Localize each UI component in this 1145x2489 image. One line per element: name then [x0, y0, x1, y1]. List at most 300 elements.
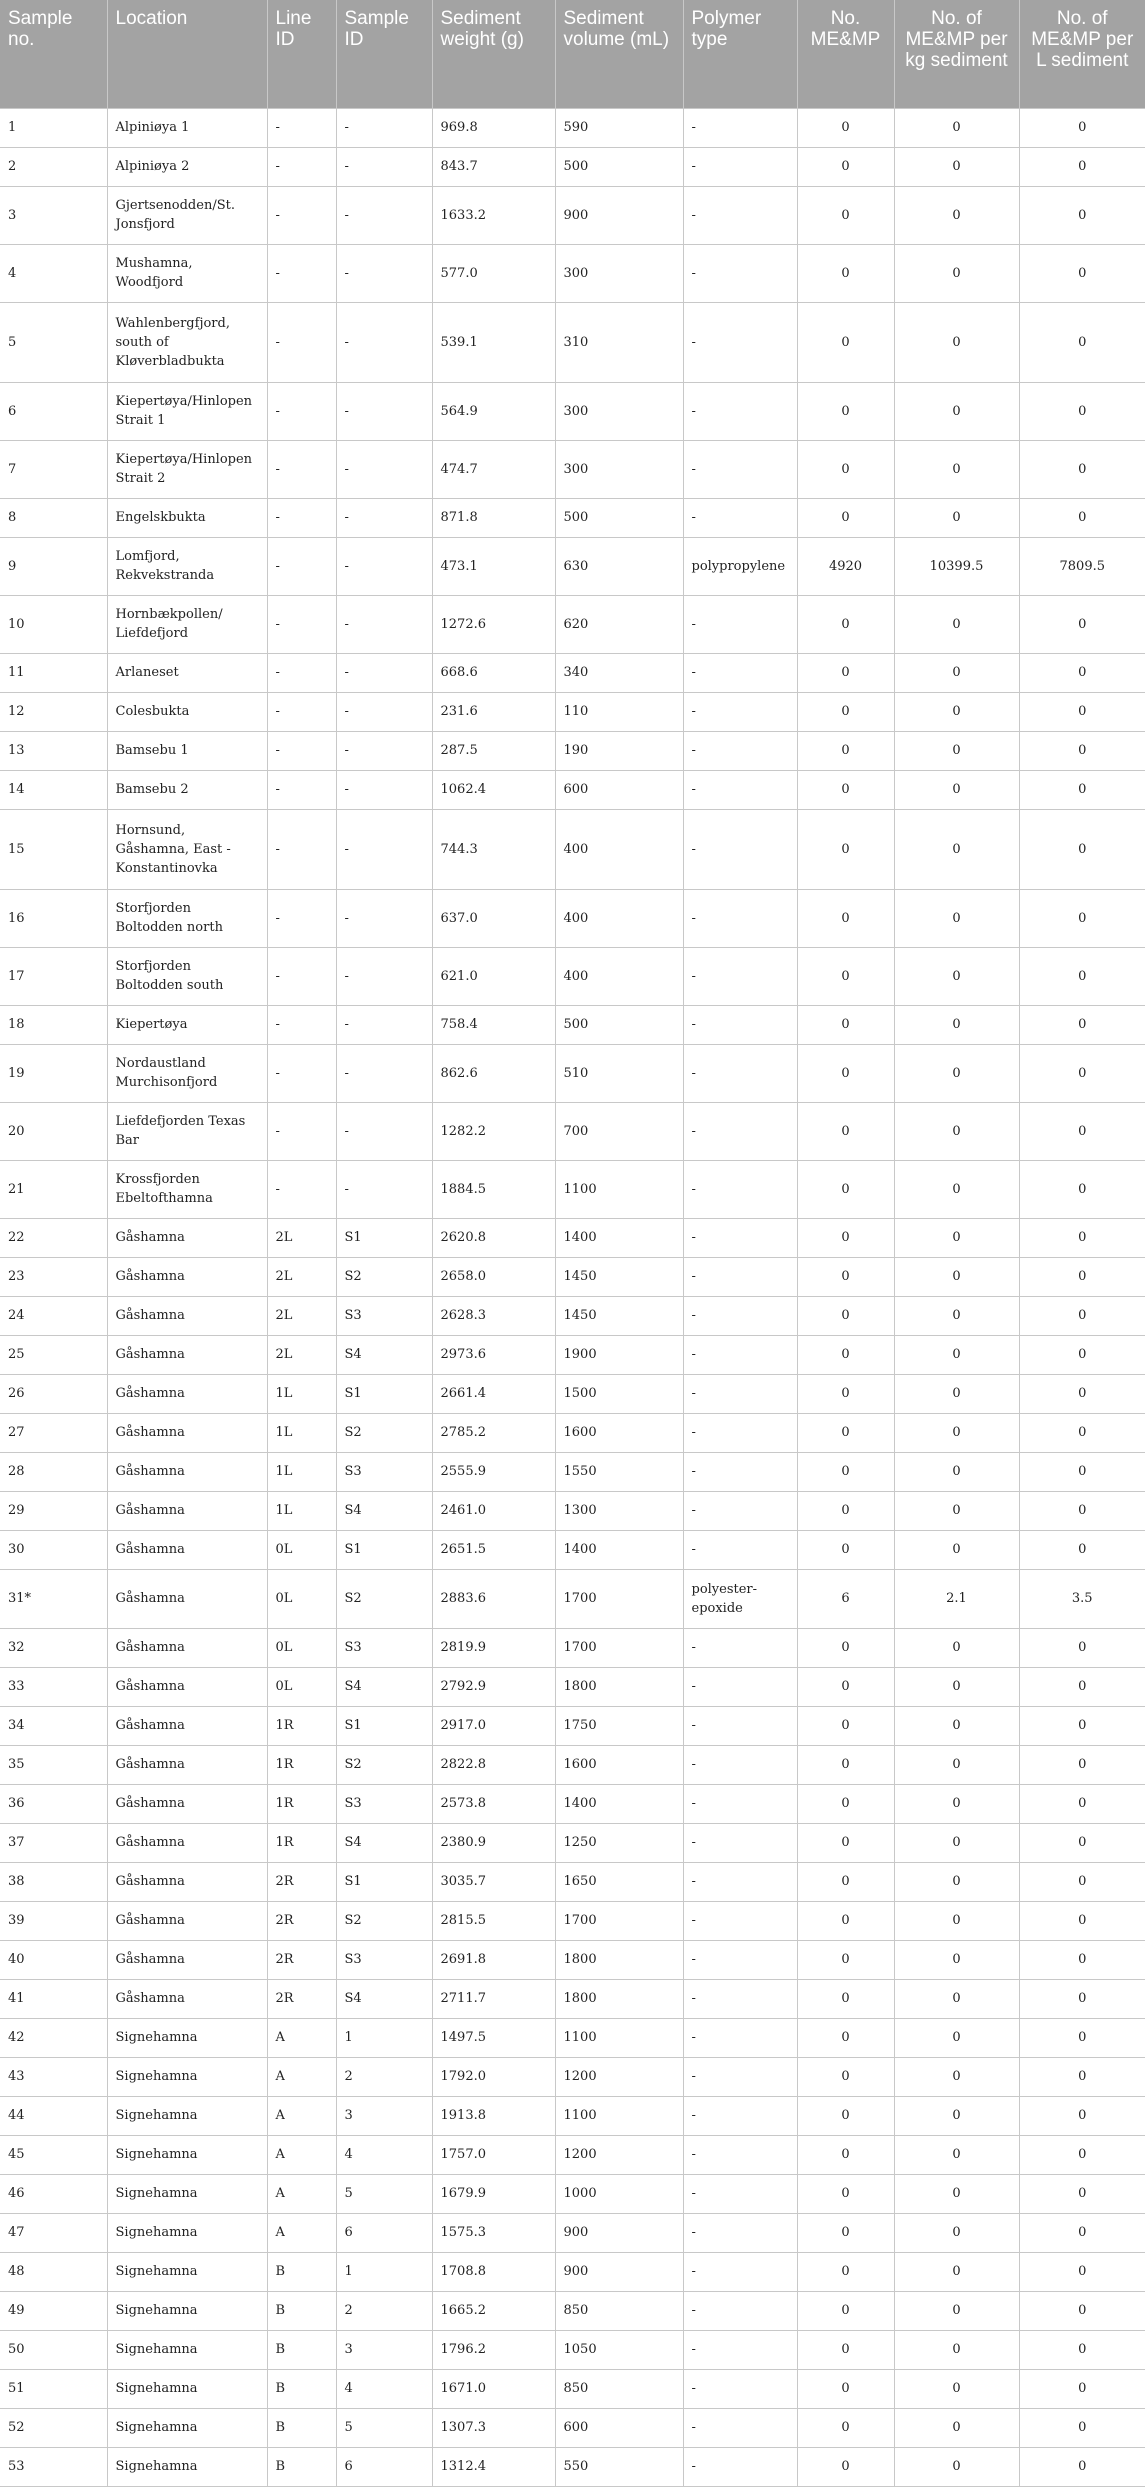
sediment-weight-cell: 1796.2 [432, 2330, 555, 2369]
sediment-weight-cell: 969.8 [432, 108, 555, 147]
no-memp-cell: 0 [797, 2291, 894, 2330]
line-id-cell: 0L [267, 1667, 336, 1706]
sample-id-cell: S2 [336, 1257, 432, 1296]
polymer-type-cell: - [683, 2213, 797, 2252]
location-cell: Signehamna [107, 2135, 267, 2174]
line-id-cell: B [267, 2330, 336, 2369]
line-id-cell: - [267, 770, 336, 809]
memp-per-kg-cell: 0 [894, 2213, 1019, 2252]
sample-id-cell: - [336, 537, 432, 595]
sediment-volume-cell: 1700 [555, 1628, 683, 1667]
sediment-weight-cell: 1575.3 [432, 2213, 555, 2252]
sediment-weight-cell: 2555.9 [432, 1452, 555, 1491]
memp-per-l-cell: 0 [1019, 1413, 1145, 1452]
memp-per-kg-cell: 10399.5 [894, 537, 1019, 595]
no-memp-cell: 0 [797, 809, 894, 889]
sediment-volume-cell: 1900 [555, 1335, 683, 1374]
col-header-sample-id: Sample ID [336, 0, 432, 108]
sediment-volume-cell: 600 [555, 2408, 683, 2447]
line-id-cell: - [267, 653, 336, 692]
no-memp-cell: 0 [797, 2174, 894, 2213]
sediment-weight-cell: 1665.2 [432, 2291, 555, 2330]
sediment-volume-cell: 1000 [555, 2174, 683, 2213]
sample-id-cell: S2 [336, 1413, 432, 1452]
sample-id-cell: - [336, 1160, 432, 1218]
polymer-type-cell: - [683, 1005, 797, 1044]
memp-per-l-cell: 0 [1019, 1005, 1145, 1044]
memp-per-l-cell: 0 [1019, 244, 1145, 302]
table-row [0, 1745, 1145, 1784]
polymer-type-cell: - [683, 1862, 797, 1901]
sediment-volume-cell: 300 [555, 382, 683, 440]
sample-no-cell: 12 [0, 692, 107, 731]
memp-per-kg-cell: 0 [894, 1044, 1019, 1102]
sediment-weight-cell: 287.5 [432, 731, 555, 770]
table-row [0, 147, 1145, 186]
sample-no-cell: 10 [0, 595, 107, 653]
sample-no-cell: 16 [0, 889, 107, 947]
line-id-cell: 1L [267, 1491, 336, 1530]
sample-no-cell: 13 [0, 731, 107, 770]
polymer-type-cell: - [683, 1102, 797, 1160]
table-row [0, 1005, 1145, 1044]
line-id-cell: - [267, 809, 336, 889]
sediment-weight-cell: 1679.9 [432, 2174, 555, 2213]
sediment-volume-cell: 550 [555, 2447, 683, 2486]
no-memp-cell: 0 [797, 653, 894, 692]
sample-no-cell: 47 [0, 2213, 107, 2252]
sediment-weight-cell: 3035.7 [432, 1862, 555, 1901]
sample-no-cell: 8 [0, 498, 107, 537]
memp-per-kg-cell: 0 [894, 1706, 1019, 1745]
memp-per-l-cell: 0 [1019, 2018, 1145, 2057]
sample-no-cell: 34 [0, 1706, 107, 1745]
sample-id-cell: - [336, 653, 432, 692]
table-row [0, 2408, 1145, 2447]
no-memp-cell: 0 [797, 1823, 894, 1862]
memp-per-kg-cell: 0 [894, 889, 1019, 947]
memp-per-l-cell: 0 [1019, 2174, 1145, 2213]
memp-per-l-cell: 0 [1019, 1979, 1145, 2018]
no-memp-cell: 0 [797, 1335, 894, 1374]
sediment-weight-cell: 2792.9 [432, 1667, 555, 1706]
col-header-memp-per-l: No. of ME&MP per L sediment [1019, 0, 1145, 108]
memp-per-l-cell: 0 [1019, 2447, 1145, 2486]
sediment-weight-cell: 2917.0 [432, 1706, 555, 1745]
sediment-weight-cell: 1272.6 [432, 595, 555, 653]
col-header-location: Location [107, 0, 267, 108]
no-memp-cell: 0 [797, 2135, 894, 2174]
sample-no-cell: 39 [0, 1901, 107, 1940]
table-row [0, 2174, 1145, 2213]
sediment-volume-cell: 1100 [555, 2096, 683, 2135]
line-id-cell: 1L [267, 1374, 336, 1413]
memp-per-l-cell: 0 [1019, 1706, 1145, 1745]
memp-per-l-cell: 0 [1019, 302, 1145, 382]
sediment-volume-cell: 1550 [555, 1452, 683, 1491]
line-id-cell: - [267, 1102, 336, 1160]
no-memp-cell: 0 [797, 108, 894, 147]
table-row [0, 1823, 1145, 1862]
memp-per-l-cell: 0 [1019, 2291, 1145, 2330]
polymer-type-cell: - [683, 653, 797, 692]
sample-id-cell: 5 [336, 2408, 432, 2447]
polymer-type-cell: - [683, 2096, 797, 2135]
table-row [0, 1044, 1145, 1102]
sediment-weight-cell: 1884.5 [432, 1160, 555, 1218]
polymer-type-cell: - [683, 244, 797, 302]
sediment-volume-cell: 590 [555, 108, 683, 147]
sample-no-cell: 3 [0, 186, 107, 244]
sediment-weight-cell: 1792.0 [432, 2057, 555, 2096]
sediment-volume-cell: 630 [555, 537, 683, 595]
sample-no-cell: 25 [0, 1335, 107, 1374]
sample-no-cell: 28 [0, 1452, 107, 1491]
polymer-type-cell: - [683, 770, 797, 809]
sample-id-cell: 1 [336, 2018, 432, 2057]
location-cell: Kiepertøya/Hinlopen Strait 2 [107, 440, 267, 498]
no-memp-cell: 0 [797, 889, 894, 947]
memp-per-kg-cell: 0 [894, 1102, 1019, 1160]
memp-per-kg-cell: 0 [894, 498, 1019, 537]
location-cell: Kiepertøya/Hinlopen Strait 1 [107, 382, 267, 440]
header-row [0, 0, 1145, 108]
polymer-type-cell: - [683, 2252, 797, 2291]
sediment-volume-cell: 1200 [555, 2057, 683, 2096]
location-cell: Mushamna, Woodfjord [107, 244, 267, 302]
sample-no-cell: 53 [0, 2447, 107, 2486]
no-memp-cell: 0 [797, 1218, 894, 1257]
line-id-cell: - [267, 1044, 336, 1102]
sample-id-cell: S1 [336, 1862, 432, 1901]
sediment-volume-cell: 1700 [555, 1901, 683, 1940]
location-cell: Colesbukta [107, 692, 267, 731]
memp-per-l-cell: 0 [1019, 2213, 1145, 2252]
polymer-type-cell: - [683, 1160, 797, 1218]
no-memp-cell: 0 [797, 186, 894, 244]
memp-per-l-cell: 0 [1019, 1745, 1145, 1784]
sample-id-cell: - [336, 382, 432, 440]
sediment-volume-cell: 1100 [555, 1160, 683, 1218]
location-cell: Lomfjord, Rekvekstranda [107, 537, 267, 595]
sediment-weight-cell: 1307.3 [432, 2408, 555, 2447]
table-row [0, 1979, 1145, 2018]
location-cell: Gåshamna [107, 1784, 267, 1823]
table-row [0, 302, 1145, 382]
location-cell: Alpiniøya 2 [107, 147, 267, 186]
line-id-cell: A [267, 2018, 336, 2057]
polymer-type-cell: - [683, 108, 797, 147]
polymer-type-cell: - [683, 1296, 797, 1335]
location-cell: Gåshamna [107, 1823, 267, 1862]
sample-no-cell: 5 [0, 302, 107, 382]
line-id-cell: B [267, 2408, 336, 2447]
memp-per-kg-cell: 0 [894, 1296, 1019, 1335]
sample-id-cell: - [336, 302, 432, 382]
location-cell: Krossfjorden Ebeltofthamna [107, 1160, 267, 1218]
no-memp-cell: 0 [797, 1296, 894, 1335]
location-cell: Gåshamna [107, 1218, 267, 1257]
table-row [0, 537, 1145, 595]
sample-id-cell: - [336, 440, 432, 498]
sediment-volume-cell: 900 [555, 2213, 683, 2252]
sediment-weight-cell: 2380.9 [432, 1823, 555, 1862]
line-id-cell: 1R [267, 1745, 336, 1784]
sample-no-cell: 40 [0, 1940, 107, 1979]
sample-id-cell: - [336, 947, 432, 1005]
memp-per-kg-cell: 0 [894, 1257, 1019, 1296]
memp-per-l-cell: 0 [1019, 2408, 1145, 2447]
sample-no-cell: 1 [0, 108, 107, 147]
memp-per-l-cell: 0 [1019, 653, 1145, 692]
sediment-volume-cell: 1300 [555, 1491, 683, 1530]
sediment-weight-cell: 2785.2 [432, 1413, 555, 1452]
polymer-type-cell: - [683, 692, 797, 731]
location-cell: Hornbækpollen/ Liefdefjord [107, 595, 267, 653]
no-memp-cell: 0 [797, 302, 894, 382]
sample-id-cell: - [336, 809, 432, 889]
polymer-type-cell: - [683, 1667, 797, 1706]
memp-per-l-cell: 0 [1019, 2330, 1145, 2369]
sample-id-cell: S3 [336, 1296, 432, 1335]
sediment-volume-cell: 1450 [555, 1296, 683, 1335]
polymer-type-cell: - [683, 1257, 797, 1296]
sample-no-cell: 38 [0, 1862, 107, 1901]
polymer-type-cell: - [683, 498, 797, 537]
sediment-volume-cell: 400 [555, 889, 683, 947]
memp-per-kg-cell: 0 [894, 2018, 1019, 2057]
sediment-weight-cell: 862.6 [432, 1044, 555, 1102]
memp-per-l-cell: 0 [1019, 1823, 1145, 1862]
polymer-type-cell: - [683, 1413, 797, 1452]
memp-per-l-cell: 0 [1019, 1335, 1145, 1374]
memp-per-kg-cell: 0 [894, 2135, 1019, 2174]
sediment-weight-cell: 2661.4 [432, 1374, 555, 1413]
polymer-type-cell: - [683, 1530, 797, 1569]
sample-no-cell: 32 [0, 1628, 107, 1667]
col-header-sediment-weight: Sediment weight (g) [432, 0, 555, 108]
line-id-cell: 2L [267, 1296, 336, 1335]
table-row [0, 1940, 1145, 1979]
table-row [0, 1901, 1145, 1940]
sample-id-cell: S4 [336, 1335, 432, 1374]
memp-per-kg-cell: 0 [894, 1628, 1019, 1667]
memp-per-kg-cell: 0 [894, 108, 1019, 147]
sediment-weight-cell: 758.4 [432, 1005, 555, 1044]
sediment-volume-cell: 1800 [555, 1940, 683, 1979]
memp-per-kg-cell: 0 [894, 1335, 1019, 1374]
sediment-volume-cell: 1700 [555, 1569, 683, 1628]
sediment-volume-cell: 400 [555, 947, 683, 1005]
sample-no-cell: 45 [0, 2135, 107, 2174]
sample-no-cell: 51 [0, 2369, 107, 2408]
sediment-volume-cell: 1500 [555, 1374, 683, 1413]
no-memp-cell: 0 [797, 1257, 894, 1296]
location-cell: Gåshamna [107, 1569, 267, 1628]
line-id-cell: - [267, 537, 336, 595]
sediment-weight-cell: 1633.2 [432, 186, 555, 244]
memp-per-kg-cell: 0 [894, 382, 1019, 440]
table-row [0, 1491, 1145, 1530]
sediment-volume-cell: 310 [555, 302, 683, 382]
location-cell: Signehamna [107, 2447, 267, 2486]
sediment-weight-cell: 2651.5 [432, 1530, 555, 1569]
sediment-weight-cell: 744.3 [432, 809, 555, 889]
no-memp-cell: 0 [797, 1530, 894, 1569]
location-cell: Alpiniøya 1 [107, 108, 267, 147]
sample-no-cell: 14 [0, 770, 107, 809]
table-row [0, 1335, 1145, 1374]
sediment-weight-cell: 2628.3 [432, 1296, 555, 1335]
sediment-volume-cell: 850 [555, 2369, 683, 2408]
sediment-volume-cell: 600 [555, 770, 683, 809]
table-row [0, 1218, 1145, 1257]
memp-per-l-cell: 0 [1019, 2252, 1145, 2291]
table-row [0, 382, 1145, 440]
sample-id-cell: S4 [336, 1491, 432, 1530]
memp-per-kg-cell: 0 [894, 2447, 1019, 2486]
memp-per-l-cell: 0 [1019, 382, 1145, 440]
sample-no-cell: 43 [0, 2057, 107, 2096]
location-cell: Signehamna [107, 2174, 267, 2213]
table-row [0, 1667, 1145, 1706]
location-cell: Gåshamna [107, 1335, 267, 1374]
sample-id-cell: 5 [336, 2174, 432, 2213]
table-row [0, 2252, 1145, 2291]
memp-per-kg-cell: 0 [894, 302, 1019, 382]
line-id-cell: 1R [267, 1706, 336, 1745]
memp-per-kg-cell: 0 [894, 1823, 1019, 1862]
polymer-type-cell: - [683, 147, 797, 186]
sample-id-cell: - [336, 1102, 432, 1160]
sample-id-cell: 1 [336, 2252, 432, 2291]
sample-id-cell: 6 [336, 2213, 432, 2252]
line-id-cell: 0L [267, 1569, 336, 1628]
location-cell: Wahlenbergfjord, south of Kløverbladbukta [107, 302, 267, 382]
memp-per-l-cell: 0 [1019, 1296, 1145, 1335]
sample-id-cell: S2 [336, 1569, 432, 1628]
sample-no-cell: 2 [0, 147, 107, 186]
no-memp-cell: 0 [797, 147, 894, 186]
sample-no-cell: 30 [0, 1530, 107, 1569]
table-row [0, 2330, 1145, 2369]
location-cell: Gjertsenodden/St. Jonsfjord [107, 186, 267, 244]
sediment-volume-cell: 700 [555, 1102, 683, 1160]
sediment-volume-cell: 500 [555, 147, 683, 186]
location-cell: Gåshamna [107, 1745, 267, 1784]
polymer-type-cell: - [683, 595, 797, 653]
memp-per-l-cell: 0 [1019, 1940, 1145, 1979]
no-memp-cell: 0 [797, 1862, 894, 1901]
sample-id-cell: S4 [336, 1823, 432, 1862]
line-id-cell: A [267, 2213, 336, 2252]
memp-per-l-cell: 0 [1019, 692, 1145, 731]
memp-per-l-cell: 0 [1019, 1530, 1145, 1569]
sediment-weight-cell: 473.1 [432, 537, 555, 595]
sample-no-cell: 17 [0, 947, 107, 1005]
sediment-weight-cell: 2573.8 [432, 1784, 555, 1823]
memp-per-l-cell: 0 [1019, 147, 1145, 186]
line-id-cell: 0L [267, 1628, 336, 1667]
polymer-type-cell: - [683, 2447, 797, 2486]
table-row [0, 1374, 1145, 1413]
memp-per-kg-cell: 0 [894, 731, 1019, 770]
polymer-type-cell: - [683, 2174, 797, 2213]
memp-per-kg-cell: 0 [894, 1979, 1019, 2018]
sediment-volume-cell: 1050 [555, 2330, 683, 2369]
sample-no-cell: 23 [0, 1257, 107, 1296]
no-memp-cell: 0 [797, 2252, 894, 2291]
memp-per-kg-cell: 0 [894, 2174, 1019, 2213]
sediment-weight-cell: 577.0 [432, 244, 555, 302]
line-id-cell: 1R [267, 1823, 336, 1862]
memp-per-l-cell: 0 [1019, 731, 1145, 770]
sample-no-cell: 4 [0, 244, 107, 302]
memp-per-l-cell: 0 [1019, 2369, 1145, 2408]
polymer-type-cell: polypropylene [683, 537, 797, 595]
no-memp-cell: 0 [797, 947, 894, 1005]
no-memp-cell: 0 [797, 1979, 894, 2018]
memp-per-kg-cell: 0 [894, 2369, 1019, 2408]
table-row [0, 2057, 1145, 2096]
polymer-type-cell: - [683, 1335, 797, 1374]
sample-id-cell: S1 [336, 1530, 432, 1569]
memp-per-kg-cell: 0 [894, 947, 1019, 1005]
memp-per-l-cell: 0 [1019, 1628, 1145, 1667]
sample-id-cell: - [336, 770, 432, 809]
location-cell: Bamsebu 1 [107, 731, 267, 770]
location-cell: Gåshamna [107, 1296, 267, 1335]
sample-id-cell: S3 [336, 1628, 432, 1667]
location-cell: Engelskbukta [107, 498, 267, 537]
table-row [0, 2096, 1145, 2135]
sample-id-cell: - [336, 889, 432, 947]
sample-no-cell: 46 [0, 2174, 107, 2213]
location-cell: Storfjorden Boltodden south [107, 947, 267, 1005]
sediment-weight-cell: 1497.5 [432, 2018, 555, 2057]
sediment-weight-cell: 2883.6 [432, 1569, 555, 1628]
sample-no-cell: 36 [0, 1784, 107, 1823]
sediment-weight-cell: 474.7 [432, 440, 555, 498]
line-id-cell: - [267, 1005, 336, 1044]
location-cell: Gåshamna [107, 1374, 267, 1413]
table-row [0, 1452, 1145, 1491]
memp-per-kg-cell: 0 [894, 1374, 1019, 1413]
memp-per-l-cell: 0 [1019, 947, 1145, 1005]
table-row [0, 1296, 1145, 1335]
sediment-weight-cell: 843.7 [432, 147, 555, 186]
no-memp-cell: 0 [797, 1005, 894, 1044]
line-id-cell: A [267, 2096, 336, 2135]
table-row [0, 692, 1145, 731]
sample-no-cell: 29 [0, 1491, 107, 1530]
sample-id-cell: S3 [336, 1940, 432, 1979]
memp-per-kg-cell: 0 [894, 809, 1019, 889]
memp-per-l-cell: 0 [1019, 809, 1145, 889]
table-row [0, 1706, 1145, 1745]
location-cell: Signehamna [107, 2057, 267, 2096]
memp-per-kg-cell: 0 [894, 1218, 1019, 1257]
memp-per-l-cell: 0 [1019, 1491, 1145, 1530]
no-memp-cell: 0 [797, 2447, 894, 2486]
location-cell: Gåshamna [107, 1628, 267, 1667]
sediment-volume-cell: 1250 [555, 1823, 683, 1862]
memp-per-kg-cell: 0 [894, 1452, 1019, 1491]
polymer-type-cell: - [683, 1979, 797, 2018]
sample-id-cell: S2 [336, 1901, 432, 1940]
memp-per-l-cell: 0 [1019, 2096, 1145, 2135]
no-memp-cell: 0 [797, 2018, 894, 2057]
